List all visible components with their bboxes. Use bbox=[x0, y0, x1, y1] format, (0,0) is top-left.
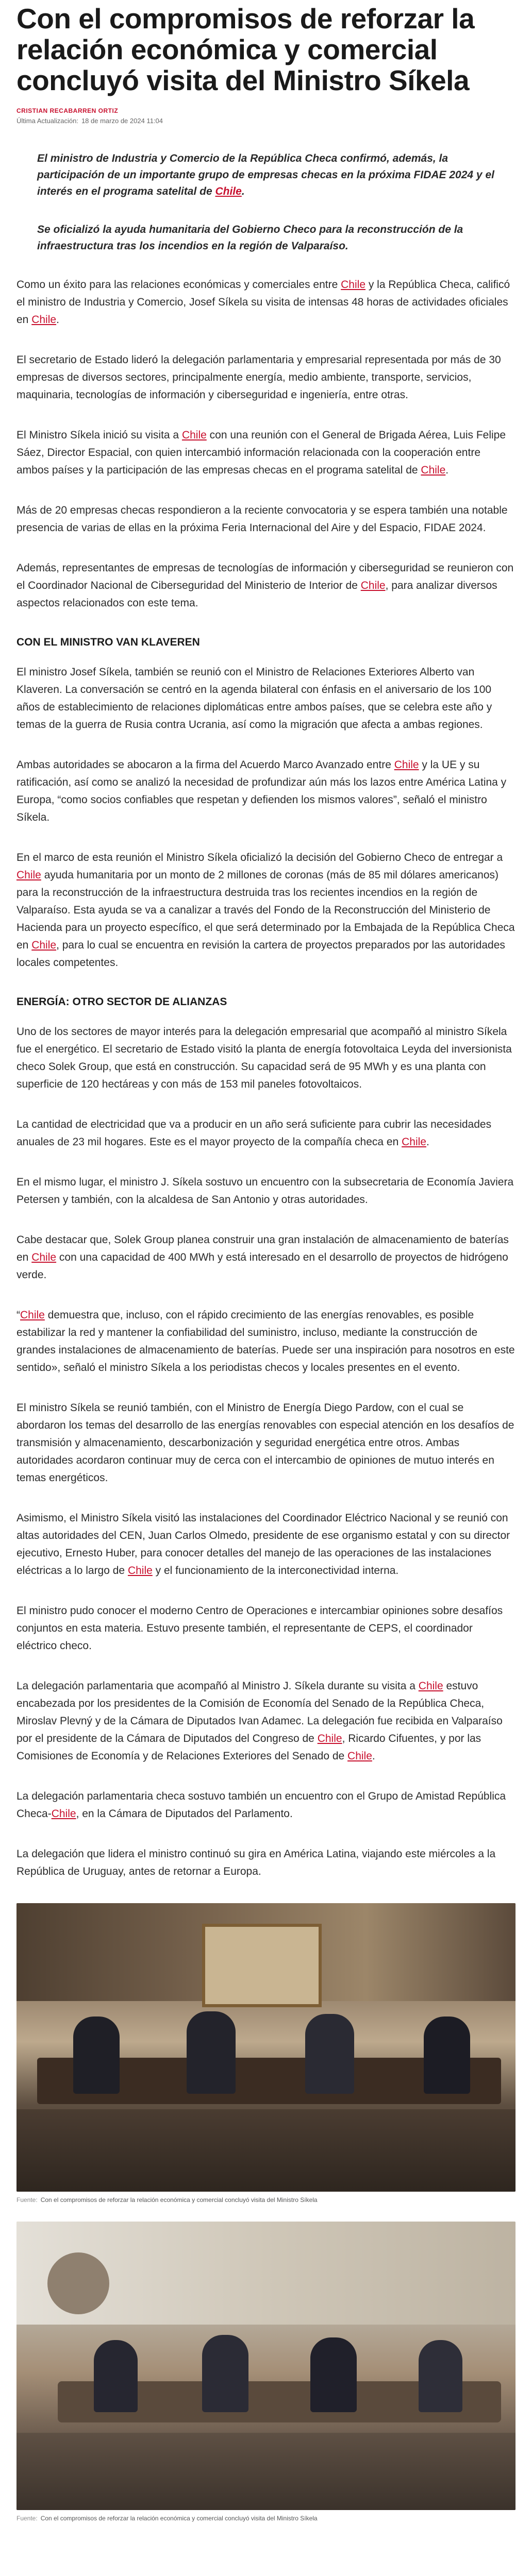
text-run: En el marco de esta reunión el Ministro Síkela oficializó la decisión del Gobierno Checo de entregar a bbox=[16, 852, 503, 863]
body-paragraph bbox=[16, 351, 516, 404]
text-run: , para analizar diversos aspectos relacionados con este tema. bbox=[16, 580, 497, 609]
text-run: y el funcionamiento de la interconectividad interna. bbox=[152, 1565, 399, 1577]
chile-link[interactable]: Chile bbox=[31, 314, 57, 326]
photo-meeting-2[interactable] bbox=[16, 2222, 516, 2510]
chile-link[interactable]: Chile bbox=[181, 429, 207, 441]
chile-link[interactable]: Chile bbox=[317, 1733, 342, 1744]
text-run: , para lo cual se encuentra en revisión la cartera de proyectos preparados por las autoridades locales competentes. bbox=[16, 939, 505, 969]
chile-link[interactable]: Chile bbox=[347, 1750, 372, 1762]
body-paragraph bbox=[16, 1677, 516, 1765]
body-paragraph bbox=[16, 849, 516, 972]
text-run: En el mismo lugar, el ministro J. Síkela sostuvo un encuentro con la subsecretaria de Economía Javiera Petersen y también, con la alcaldesa de San Antonio y otras autoridades. bbox=[16, 1176, 514, 1206]
text-run: ayuda humanitaria por un monto de 2 millones de coronas (más de 85 mil dólares americanos) para la reconstrucción de la infraestructura destruida tras los recientes incendios en la región de Valparaíso. Esta ayuda se va a canalizar a través del Fondo de la Reconstrucción del Ministerio de Hacienda para un proyecto específico, el que será determinado por la Embajada de la República Checa en bbox=[16, 869, 515, 951]
body-paragraph bbox=[16, 1307, 516, 1377]
chile-link[interactable]: Chile bbox=[20, 1309, 45, 1321]
body-paragraph bbox=[16, 1174, 516, 1209]
text-run: Asimismo, el Ministro Síkela visitó las instalaciones del Coordinador Eléctrico Nacional y se reunió con altas autoridades del CEN, Juan Carlos Olmedo, presidente de ese organismo estatal y con su director ejecutivo, Ernesto Huber, para conocer detalles del manejo de las operaciones de las instalaciones eléctricas a lo largo de bbox=[16, 1512, 510, 1577]
chile-link[interactable]: Chile bbox=[394, 759, 419, 771]
author-byline[interactable]: CRISTIAN RECABARREN ORTIZ bbox=[16, 107, 119, 114]
lead-paragraph bbox=[37, 222, 516, 255]
text-run: “ bbox=[16, 1309, 20, 1321]
chile-link[interactable]: Chile bbox=[31, 939, 57, 951]
photo-caption-1: Fuente: Con el compromisos de reforzar la relación económica y comercial concluyó visita del Ministro Síkela bbox=[16, 2196, 318, 2204]
article-body bbox=[16, 276, 516, 1880]
text-run: La delegación parlamentaria que acompañó al Ministro J. Síkela durante su visita a bbox=[16, 1680, 419, 1692]
text-run: La delegación que lidera el ministro continuó su gira en América Latina, viajando este miércoles a la República de Uruguay, antes de retornar a Europa. bbox=[16, 1848, 496, 1877]
body-paragraph bbox=[16, 1023, 516, 1093]
page-title: Con el compromisos de reforzar la relación económica y comercial concluyó visita del Ministro Síkela bbox=[16, 3, 475, 96]
text-run: El Ministro Síkela inició su visita a bbox=[16, 429, 182, 441]
text-run: con una reunión con el General de Brigada Aérea, Luis Felipe Sáez, Director Espacial, con quien intercambió información relacionada con la cooperación entre ambos países y la participación de las empresas checas en el programa satelital de bbox=[16, 429, 506, 476]
updated-label: Última Actualización: bbox=[16, 117, 78, 125]
text-run: Además, representantes de empresas de tecnologías de información y ciberseguridad se reunieron con el Coordinador Nacional de Ciberseguridad del Ministerio de Interior de bbox=[16, 562, 514, 591]
text-run: Se oficializó la ayuda humanitaria del Gobierno Checo para la reconstrucción de la infraestructura tras los incendios en la región de Valparaíso. bbox=[37, 224, 463, 252]
text-run: , Ricardo Cifuentes, y por las Comisiones de Economía y de Relaciones Exteriores del Senado de bbox=[16, 1733, 481, 1762]
text-run: El secretario de Estado lideró la delegación parlamentaria y empresarial representada por más de 30 empresas de diversos sectores, principalmente energía, medio ambiente, transporte, servicios, maquinaria, tecnologías de información y ciberseguridad e ingeniería, entre otras. bbox=[16, 354, 501, 401]
body-paragraph bbox=[16, 1510, 516, 1580]
text-run: y la República Checa, calificó el ministro de Industria y Comercio, Josef Síkela su visita de intensas 48 horas de actividades oficiales en bbox=[16, 279, 510, 326]
body-paragraph bbox=[16, 664, 516, 734]
text-run: . bbox=[426, 1136, 429, 1148]
body-paragraph bbox=[16, 560, 516, 612]
text-run: El ministro de Industria y Comercio de la República Checa confirmó, además, la participación de un importante grupo de empresas checas en la próxima FIDAE 2024 y el interés en el programa satelital de bbox=[37, 152, 494, 197]
chile-link[interactable]: Chile bbox=[402, 1136, 426, 1148]
photo-figure-2 bbox=[16, 2222, 516, 2522]
text-run: El ministro Síkela se reunió también, con el Ministro de Energía Diego Pardow, con el cual se abordaron los temas del desarrollo de las energías renovables con especial atención en los desafíos de transmisión y almacenamiento, descarbonización y seguridad energética entre otros. Ambas autoridades acordaron continuar muy de cerca con el intercambio de opiniones de mutuo interés en temas energéticos. bbox=[16, 1402, 514, 1484]
article bbox=[8, 0, 524, 2561]
chile-link[interactable]: Chile bbox=[421, 464, 446, 476]
text-run: Ambas autoridades se abocaron a la firma del Acuerdo Marco Avanzado entre bbox=[16, 759, 394, 771]
chile-link[interactable]: Chile bbox=[16, 869, 41, 881]
text-run: con una capacidad de 400 MWh y está interesado en el desarrollo de proyectos de hidrógeno verde. bbox=[16, 1251, 508, 1281]
text-run: La cantidad de electricidad que va a producir en un año será suficiente para cubrir las necesidades anuales de 23 mil hogares. Este es el mayor proyecto de la compañía checa en bbox=[16, 1118, 492, 1148]
body-paragraph bbox=[16, 502, 516, 537]
chile-link[interactable]: Chile bbox=[215, 185, 242, 197]
text-run: , en la Cámara de Diputados del Parlamento. bbox=[76, 1808, 293, 1820]
chile-link[interactable]: Chile bbox=[360, 580, 386, 591]
text-run: . bbox=[445, 464, 449, 476]
chile-link[interactable]: Chile bbox=[51, 1808, 76, 1820]
body-paragraph bbox=[16, 1231, 516, 1284]
body-paragraph bbox=[16, 756, 516, 826]
body-paragraph bbox=[16, 1399, 516, 1487]
text-run: El ministro Josef Síkela, también se reunió con el Ministro de Relaciones Exteriores Alberto van Klaveren. La conversación se centró en la agenda bilateral con énfasis en el aniversario de los 100 años de establecimiento de relaciones diplomáticas entre ambos países, que se celebra este año y temas de la guerra de Rusia contra Ucrania, así como la migración que afecta a ambas regiones. bbox=[16, 666, 492, 731]
text-run: estuvo encabezada por los presidentes de la Comisión de Economía del Senado de la República Checa, Miroslav Plevný y de la Cámara de Diputados Ivan Adamec. La delegación fue recibida en Valparaíso por el presidente de la Cámara de Diputados del Congreso de bbox=[16, 1680, 503, 1744]
text-run: Cabe destacar que, Solek Group planea construir una gran instalación de almacenamiento de baterías en bbox=[16, 1234, 509, 1263]
body-paragraph bbox=[16, 427, 516, 479]
text-run: . bbox=[241, 185, 245, 197]
text-run: y la UE y su ratificación, así como se analizó la necesidad de profundizar aún más los lazos entre América Latina y Europa, “como socios confiables que respetan y defienden los mismos valores”, señaló el ministro Síkela. bbox=[16, 759, 507, 823]
text-run: Más de 20 empresas checas respondieron a la reciente convocatoria y se espera también una notable presencia de varias de ellas en la próxima Feria Internacional del Aire y del Espacio, FIDAE 2024. bbox=[16, 504, 508, 534]
text-run: . bbox=[372, 1750, 375, 1762]
update-meta bbox=[16, 117, 516, 125]
chile-link[interactable]: Chile bbox=[418, 1680, 443, 1692]
text-run: El ministro pudo conocer el moderno Centro de Operaciones e intercambiar opiniones sobre desafíos conjuntos en esta materia. Estuvo presente también, el representante de CEPS, el coordinador eléctrico checo. bbox=[16, 1605, 503, 1652]
text-run: . bbox=[56, 314, 59, 326]
lead-paragraph bbox=[37, 150, 516, 200]
body-paragraph bbox=[16, 1788, 516, 1823]
photo-caption-2: Fuente: Con el compromisos de reforzar la relación económica y comercial concluyó visita del Ministro Síkela bbox=[16, 2515, 318, 2522]
text-run: Como un éxito para las relaciones económicas y comerciales entre bbox=[16, 279, 341, 291]
body-paragraph bbox=[16, 1845, 516, 1880]
chile-link[interactable]: Chile bbox=[127, 1565, 153, 1577]
photo-meeting-1[interactable] bbox=[16, 1903, 516, 2192]
updated-value: 18 de marzo de 2024 11:04 bbox=[81, 117, 163, 125]
text-run: Uno de los sectores de mayor interés para la delegación empresarial que acompañó al ministro Síkela fue el energético. El secretario de Estado visitó la planta de energía fotovoltaica Leyda del inversionista checo Solek Group, que está en construcción. Su capacidad será de 95 MWh y es una planta con superficie de 120 hectáreas y con más de 153 mil paneles fotovoltaicos. bbox=[16, 1026, 512, 1090]
lead-block bbox=[16, 150, 516, 255]
section-heading: ENERGÍA: OTRO SECTOR DE ALIANZAS bbox=[16, 996, 227, 1008]
body-paragraph bbox=[16, 276, 516, 329]
text-run: La delegación parlamentaria checa sostuvo también un encuentro con el Grupo de Amistad República Checa- bbox=[16, 1790, 506, 1820]
text-run: demuestra que, incluso, con el rápido crecimiento de las energías renovables, es posible estabilizar la red y mantener la confiabilidad del suministro, incluso, mediante la construcción de grandes instalaciones de almacenamiento de baterías. Puede ser una inspiración para nosotros en este sentido», señaló el ministro Síkela a los periodistas checos y locales presentes en el evento. bbox=[16, 1309, 515, 1374]
section-heading: CON EL MINISTRO VAN KLAVEREN bbox=[16, 636, 200, 648]
photo-figure-1 bbox=[16, 1903, 516, 2204]
chile-link[interactable]: Chile bbox=[341, 279, 365, 291]
body-paragraph bbox=[16, 1602, 516, 1655]
chile-link[interactable]: Chile bbox=[31, 1251, 57, 1263]
body-paragraph bbox=[16, 1116, 516, 1151]
